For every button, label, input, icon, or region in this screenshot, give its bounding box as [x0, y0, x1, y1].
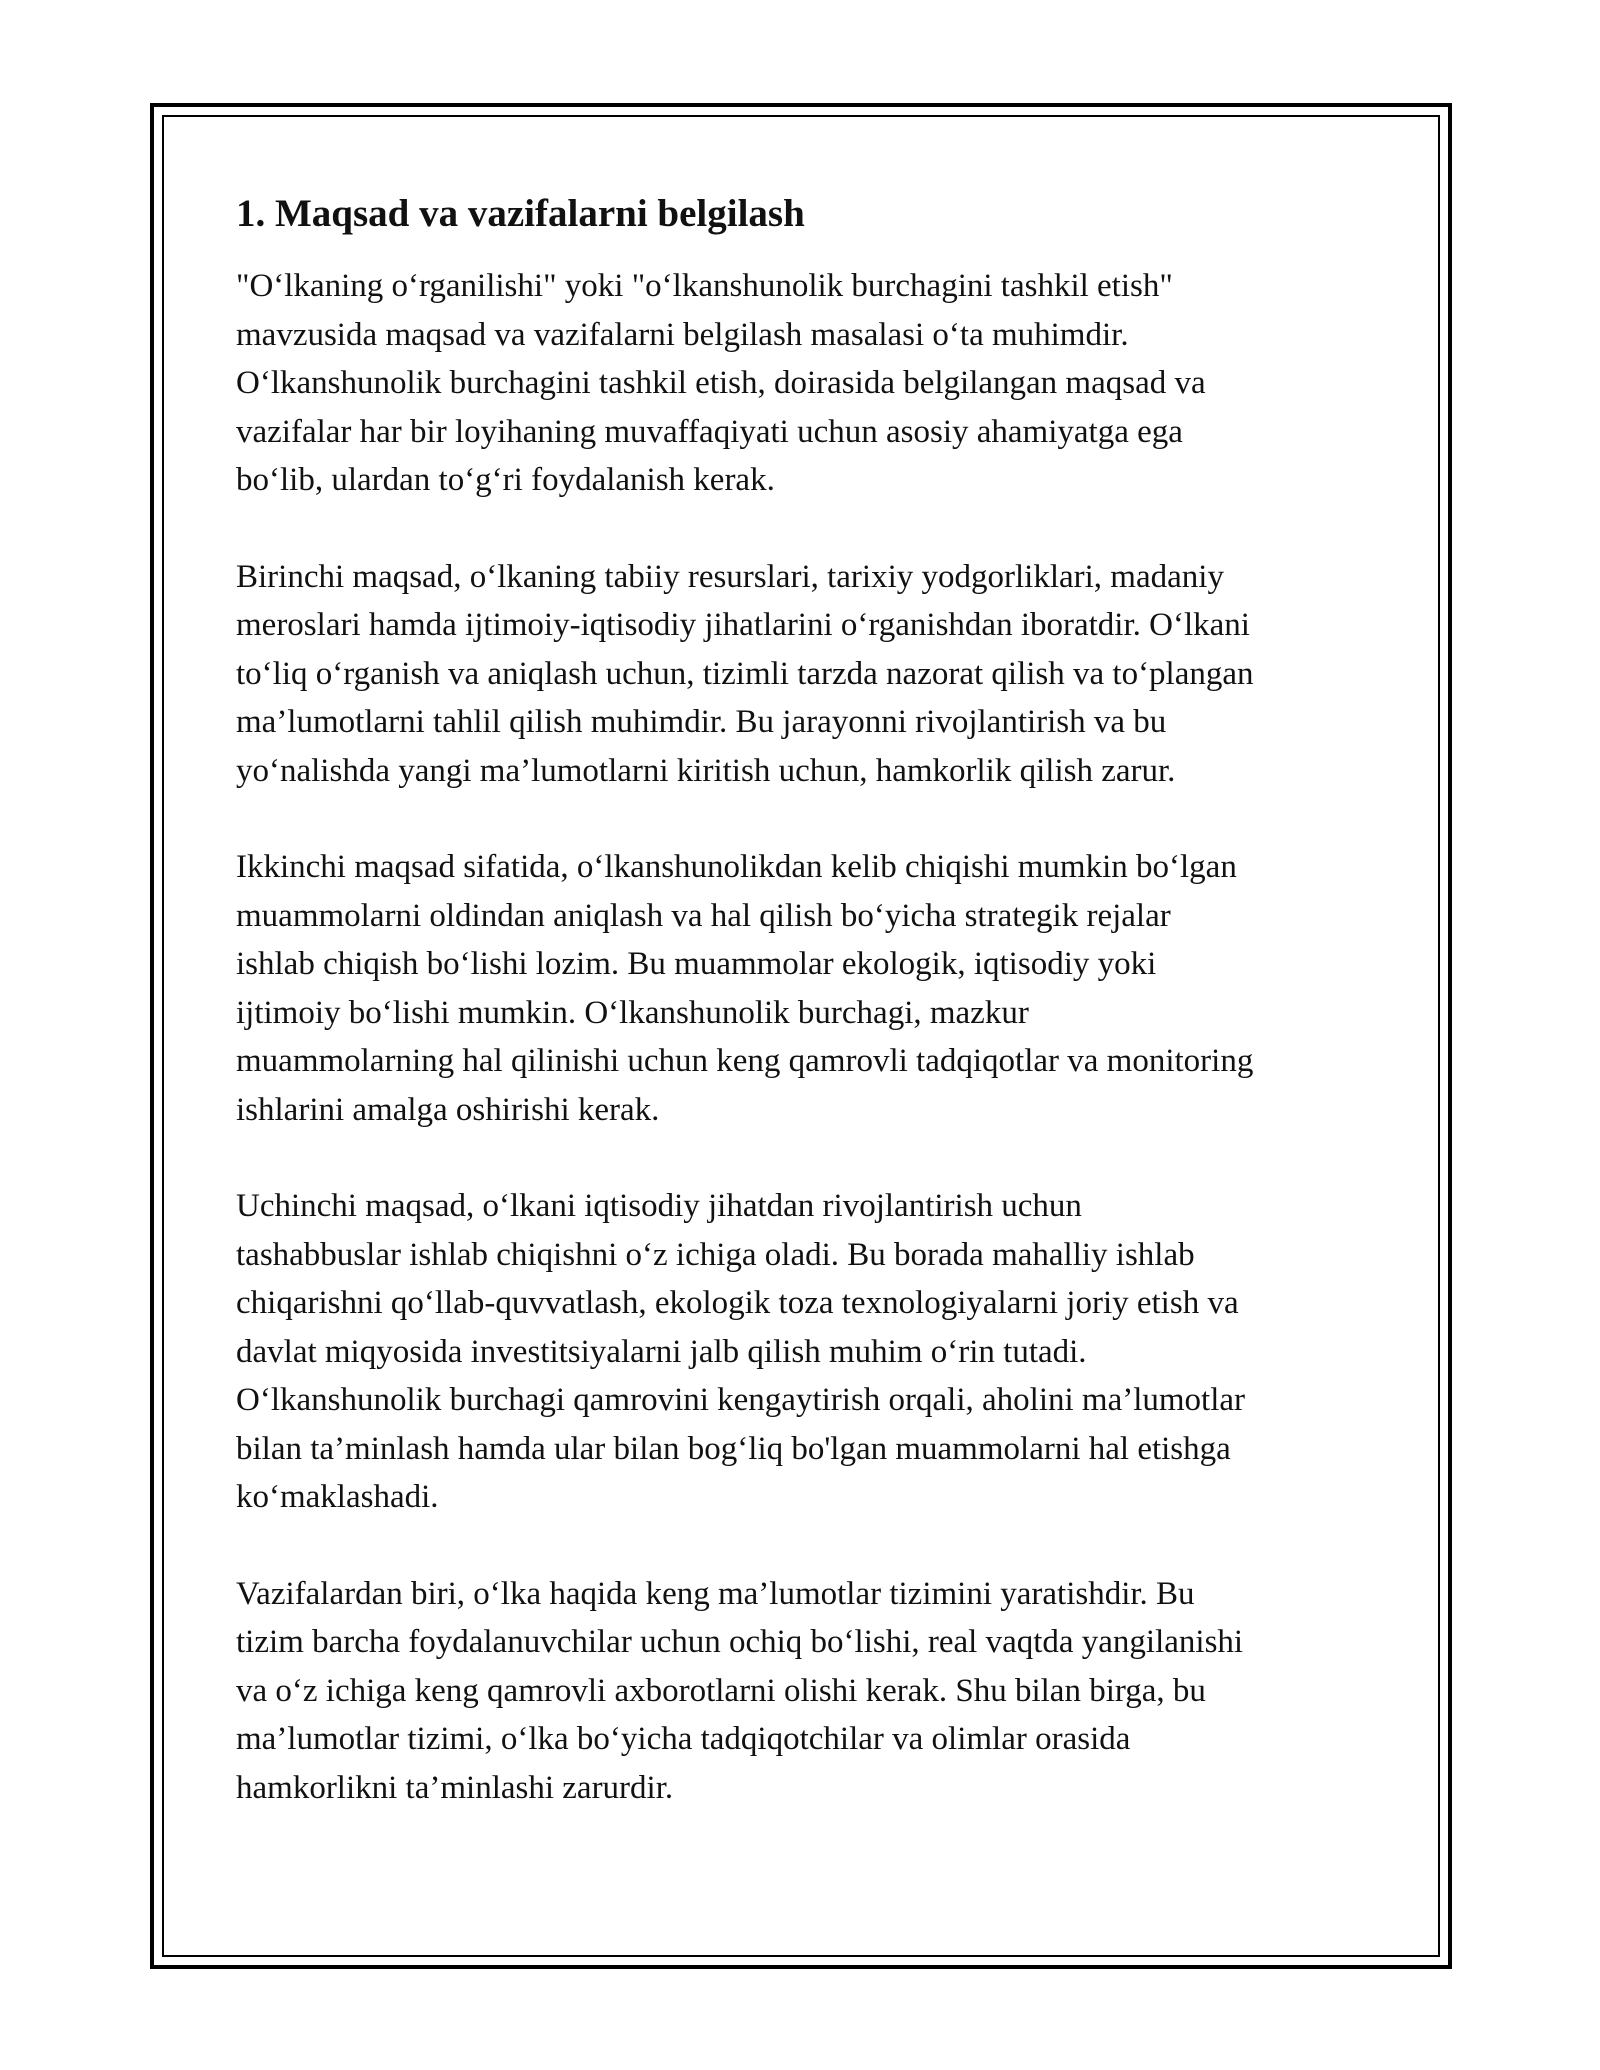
paragraph-4: Uchinchi maqsad, o‘lkani iqtisodiy jihatdan rivojlantirish uchun tashabbuslar ishlab chiqishni o‘z ichiga oladi. Bu borada mahalliy ishlab chiqarishni qo‘llab-quvvatlash, ekologik toza texnologiyalarni joriy etish va davlat miqyosida investitsiyalarni jalb qilish muhim o‘rin tutadi. O‘lkanshunolik burchagi qamrovini kengaytirish orqali, aholini ma’lumotlar bilan ta’minlash hamda ular bilan bog‘liq bo'lgan muammolarni hal etishga ko‘maklashadi. — [236, 1188, 1246, 1515]
paragraph-3: Ikkinchi maqsad sifatida, o‘lkanshunolikdan kelib chiqishi mumkin bo‘lgan muammolarni oldindan aniqlash va hal qilish bo‘yicha strategik rejalar ishlab chiqish bo‘lishi lozim. Bu muammolar ekologik, iqtisodiy yoki ijtimoiy bo‘lishi mumkin. O‘lkanshunolik burchagi, mazkur muammolarning hal qilinishi uchun keng qamrovli tadqiqotlar va monitoring ishlarini amalga oshirishi kerak. — [236, 849, 1254, 1128]
document-body — [236, 188, 1386, 1860]
paragraph-5: Vazifalardan biri, o‘lka haqida keng ma’lumotlar tizimini yaratishdir. Bu tizim barcha foydalanuvchilar uchun ochiq bo‘lishi, real vaqtda yangilanishi va o‘z ichiga keng qamrovli axborotlarni olishi kerak. Shu bilan birga, bu ma’lumotlar tizimi, o‘lka bo‘yicha tadqiqotchilar va olimlar orasida hamkorlikni ta’minlashi zarurdir. — [236, 1575, 1244, 1806]
page-title: 1. Maqsad va vazifalarni belgilash — [236, 192, 805, 235]
paragraph-2: Birinchi maqsad, o‘lkaning tabiiy resurslari, tarixiy yodgorliklari, madaniy meroslari hamda ijtimoiy-iqtisodiy jihatlarini o‘rganishdan iboratdir. O‘lkani to‘liq o‘rganish va aniqlash uchun, tizimli tarzda nazorat qilish va to‘plangan ma’lumotlarni tahlil qilish muhimdir. Bu jarayonni rivojlantirish va bu yo‘nalishda yangi ma’lumotlarni kiritish uchun, hamkorlik qilish zarur. — [236, 558, 1254, 789]
paragraph-1: "O‘lkaning o‘rganilishi" yoki "o‘lkanshunolik burchagini tashkil etish" mavzusida maqsad va vazifalarni belgilash masalasi o‘ta muhimdir. O‘lkanshunolik burchagini tashkil etish, doirasida belgilangan maqsad va vazifalar har bir loyihaning muvaffaqiyati uchun asosiy ahamiyatga ega bo‘lib, ulardan to‘g‘ri foydalanish kerak. — [236, 268, 1206, 498]
